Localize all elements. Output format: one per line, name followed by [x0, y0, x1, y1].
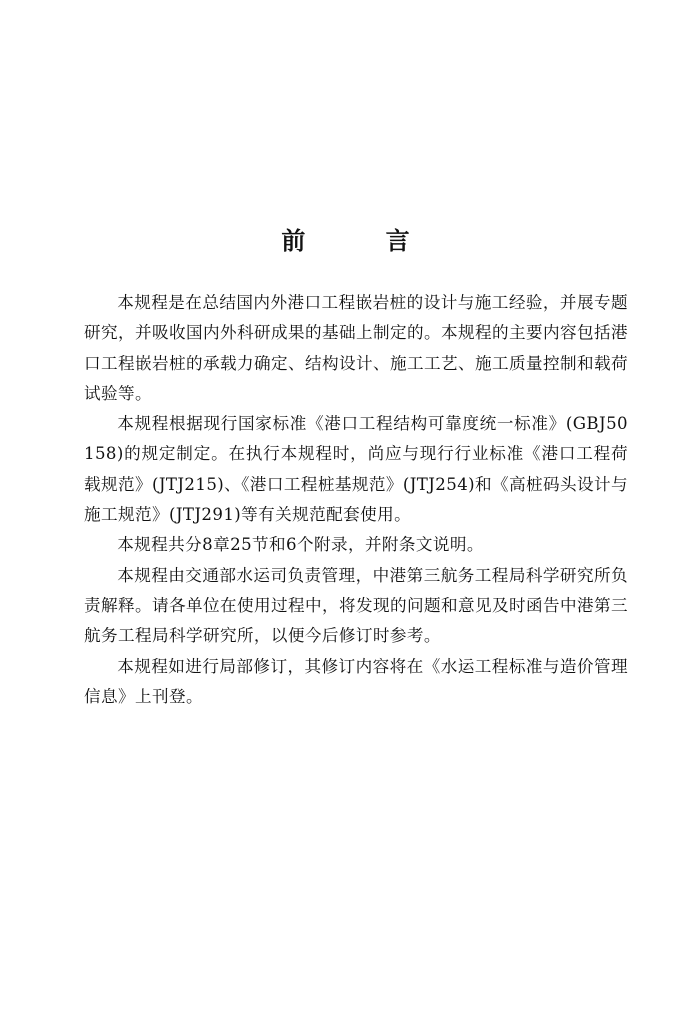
paragraph-revision: 本规程如进行局部修订，其修订内容将在《水运工程标准与造价管理信息》上刊登。 — [84, 656, 628, 706]
paragraph-references: 本规程根据现行国家标准《港口工程结构可靠度统一标准》(GBJ50158)的规定制定。在执行本规程时，尚应与现行行业标准《港口工程荷载规范》(JTJ215)、《港口工程桩基规范》(JTJ254)和《高桩码头设计与施工规范》(JTJ291)等有关规范配套使用。 — [84, 414, 628, 525]
paragraph-scope: 本规程是在总结国内外港口工程嵌岩桩的设计与施工经验，并展专题研究，并吸收国内外科研成果的基础上制定的。本规程的主要内容包括港口工程嵌岩桩的承载力确定、结构设计、施工工艺、施工质量控制和载荷试验等。 — [84, 293, 628, 403]
paragraph-management: 本规程由交通部水运司负责管理，中港第三航务工程局科学研究所负责解释。请各单位在使用过程中，将发现的问题和意见及时函告中港第三航务工程局科学研究所，以便今后修订时参考。 — [84, 565, 628, 646]
paragraph-structure: 本规程共分8章25节和6个附录，并附条文说明。 — [117, 535, 484, 555]
page-title: 前 言 — [281, 226, 446, 255]
preface-body — [84, 288, 628, 712]
